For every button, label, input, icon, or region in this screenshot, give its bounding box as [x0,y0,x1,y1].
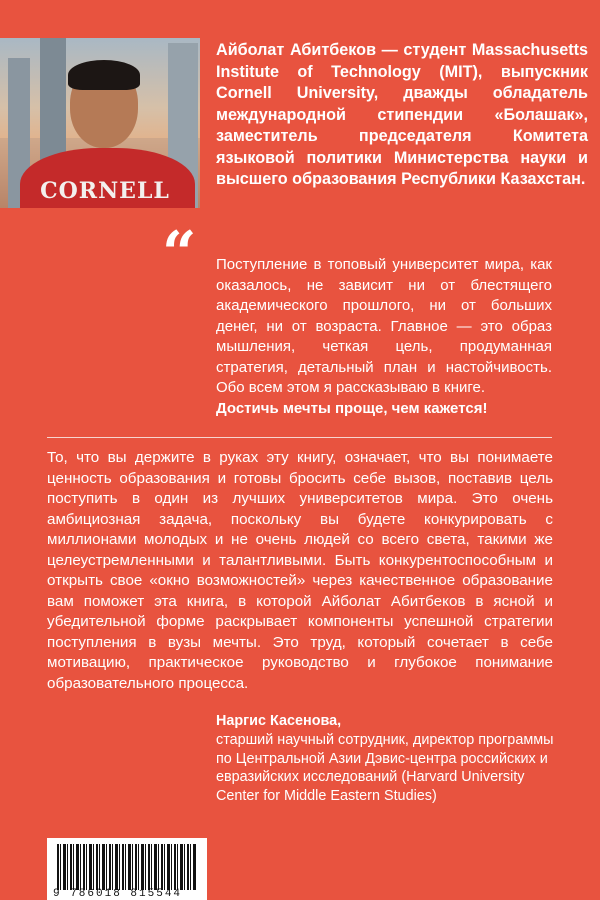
barcode-bars [57,844,197,890]
divider [47,437,552,438]
quote-text: Поступление в топовый университет мира, как оказалось, не зависит ни от блестящего академического прошлого, ни от больших денег, ни от возраста. Главное — это образ мышления, четкая цель, продуманная стратегия, детальный план и настойчивость. Обо всем этом я рассказываю в книге. [216,256,552,396]
reviewer [216,712,556,806]
photo-hair [68,60,140,90]
author-photo [0,38,200,208]
reviewer-name: Наргис Касенова, [216,713,342,729]
quote-mark-icon: “ [162,219,197,289]
author-quote [216,255,552,419]
review-text: То, что вы держите в руках эту книгу, означает, что вы понимаете ценность образования и готовы бросить себе вызов, поставив цель поступить в один из лучших университетов мира. Это очень амбициозная задача, поскольку вы будете конкурировать с миллионами молодых и не очень людей со всего света, такими же целеустремленными и талантливыми. Быть конкурентоспособным и открыть свое «окно возможностей» через качественное образование вам поможет эта книга, в которой Айболат Абитбеков в ясной и убедительной форме раскрывает компоненты успешной стратегии поступления в вузы мечты. Это труд, который сочетает в себе мотивацию, практическое руководство и глубокое понимание образовательного процесса. [47,449,553,692]
photo-shirt-text: CORNELL [40,178,170,204]
isbn-barcode [47,838,207,900]
reviewer-role: старший научный сотрудник, директор программы по Центральной Азии Дэвис-центра российских и евразийских исследований (Harvard University Center for Middle Eastern Studies) [216,731,554,805]
quote-tagline: Достичь мечты проще, чем кажется! [216,399,488,417]
barcode-number: 9 786018 815544 [53,888,183,900]
author-bio: Айболат Абитбеков — студент Massachusetts Institute of Technology (MIT), выпускник Cornell University, дважды обладатель международной стипендии «Болашак», заместитель председателя Комитета языковой политики Министерства науки и высшего образования Республики Казахстан. [216,41,588,188]
